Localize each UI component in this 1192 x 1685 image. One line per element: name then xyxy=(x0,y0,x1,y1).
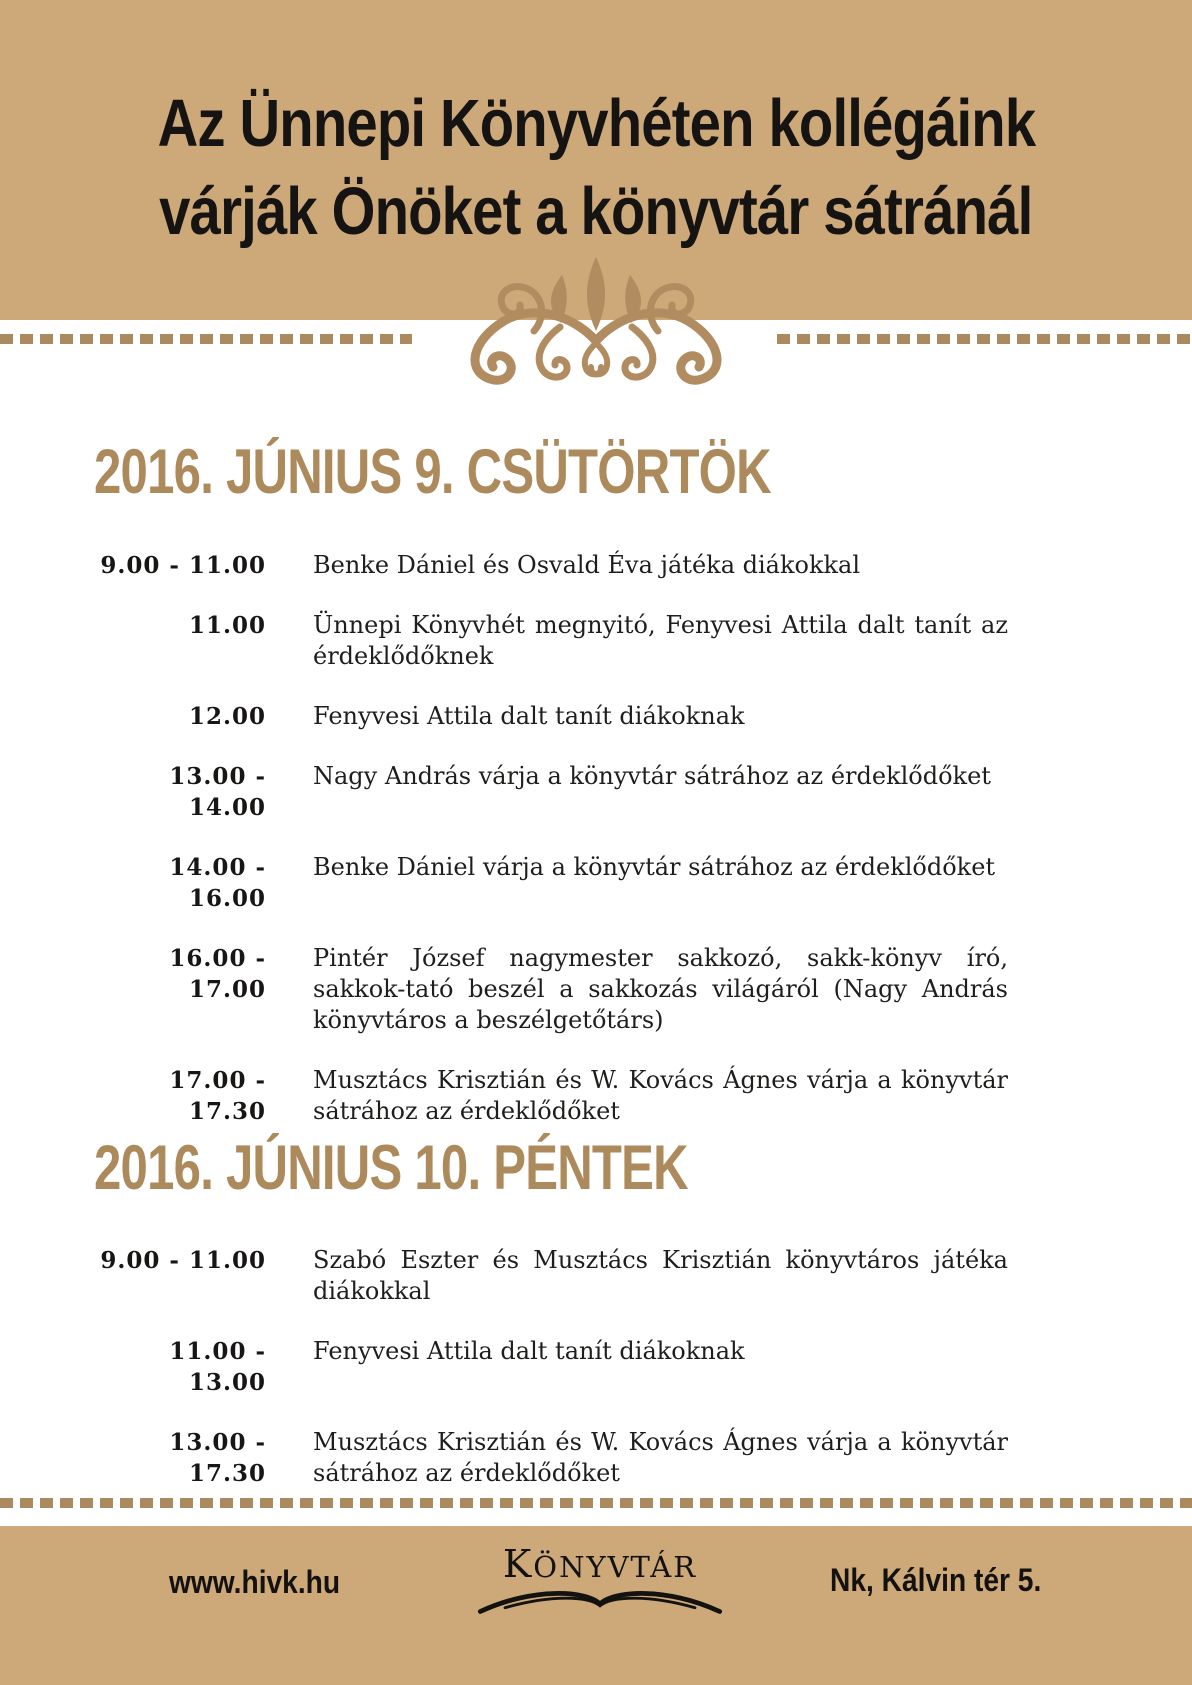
event-time: 13.00 - 14.00 xyxy=(169,763,266,821)
event-time: 13.00 - 17.30 xyxy=(169,1429,266,1487)
open-book-swoosh-icon xyxy=(472,1583,728,1621)
dashed-rule-right xyxy=(777,334,1192,344)
schedule-row xyxy=(94,761,1054,823)
event-description: Pintér József nagymester sakkozó, sakk-könyv író, sakkok-tató beszél a sakkozás világáról (Nagy András könyvtáros a beszélgetőtárs) xyxy=(313,944,1008,1034)
schedule-row xyxy=(94,1245,1054,1307)
event-description: Ünnepi Könyvhét megnyitó, Fenyvesi Attila dalt tanít az érdeklődőknek xyxy=(313,611,1008,670)
footer-banner xyxy=(0,1526,1192,1685)
event-time: 12.00 xyxy=(188,703,266,730)
schedule-june10 xyxy=(94,1245,1054,1518)
website-url: www.hivk.hu xyxy=(169,1564,341,1600)
event-time: 9.00 - 11.00 xyxy=(100,552,266,579)
flourish-ornament-icon xyxy=(436,243,756,403)
schedule-june9 xyxy=(94,550,1054,1156)
event-description: Musztács Krisztián és W. Kovács Ágnes várja a könyvtár sátrához az érdeklődőket xyxy=(313,1066,1008,1125)
event-time: 16.00 - 17.00 xyxy=(169,945,266,1003)
schedule-row xyxy=(94,1427,1054,1489)
schedule-row xyxy=(94,550,1054,581)
section-heading-june9: 2016. JÚNIUS 9. CSÜTÖRTÖK xyxy=(94,437,771,507)
poster-title-line1: Az Ünnepi Könyvhéten kollégáink xyxy=(157,86,1035,161)
schedule-row xyxy=(94,943,1054,1036)
event-description: Musztács Krisztián és W. Kovács Ágnes várja a könyvtár sátrához az érdeklődőket xyxy=(313,1428,1008,1487)
event-time: 11.00 - 13.00 xyxy=(169,1338,266,1396)
section-heading-june10: 2016. JÚNIUS 10. PÉNTEK xyxy=(94,1133,688,1203)
schedule-row xyxy=(94,1336,1054,1398)
schedule-row xyxy=(94,852,1054,914)
library-logo-text: KÖNYVTÁR xyxy=(502,1542,698,1586)
event-description: Nagy András várja a könyvtár sátrához az érdeklődőket xyxy=(313,762,991,790)
event-description: Fenyvesi Attila dalt tanít diákoknak xyxy=(313,1337,745,1365)
dashed-rule-bottom xyxy=(0,1498,1192,1508)
event-time: 11.00 xyxy=(188,612,266,639)
schedule-row xyxy=(94,610,1054,672)
event-time: 17.00 - 17.30 xyxy=(169,1067,266,1125)
event-description: Fenyvesi Attila dalt tanít diákoknak xyxy=(313,702,745,730)
schedule-row xyxy=(94,1065,1054,1127)
poster-title-line2: várják Önöket a könyvtár sátránál xyxy=(159,174,1033,249)
poster-title xyxy=(0,80,1192,256)
event-description: Benke Dániel várja a könyvtár sátrához az érdeklődőket xyxy=(313,853,996,881)
event-description: Szabó Eszter és Musztács Krisztián könyvtáros játéka diákokkal xyxy=(313,1246,1008,1305)
event-description: Benke Dániel és Osvald Éva játéka diákokkal xyxy=(313,551,861,579)
address-text: Nk, Kálvin tér 5. xyxy=(830,1562,1042,1598)
dashed-rule-left xyxy=(0,334,412,344)
event-time: 14.00 - 16.00 xyxy=(169,854,266,912)
library-logo xyxy=(470,1542,730,1621)
event-time: 9.00 - 11.00 xyxy=(100,1247,266,1274)
schedule-row xyxy=(94,701,1054,732)
